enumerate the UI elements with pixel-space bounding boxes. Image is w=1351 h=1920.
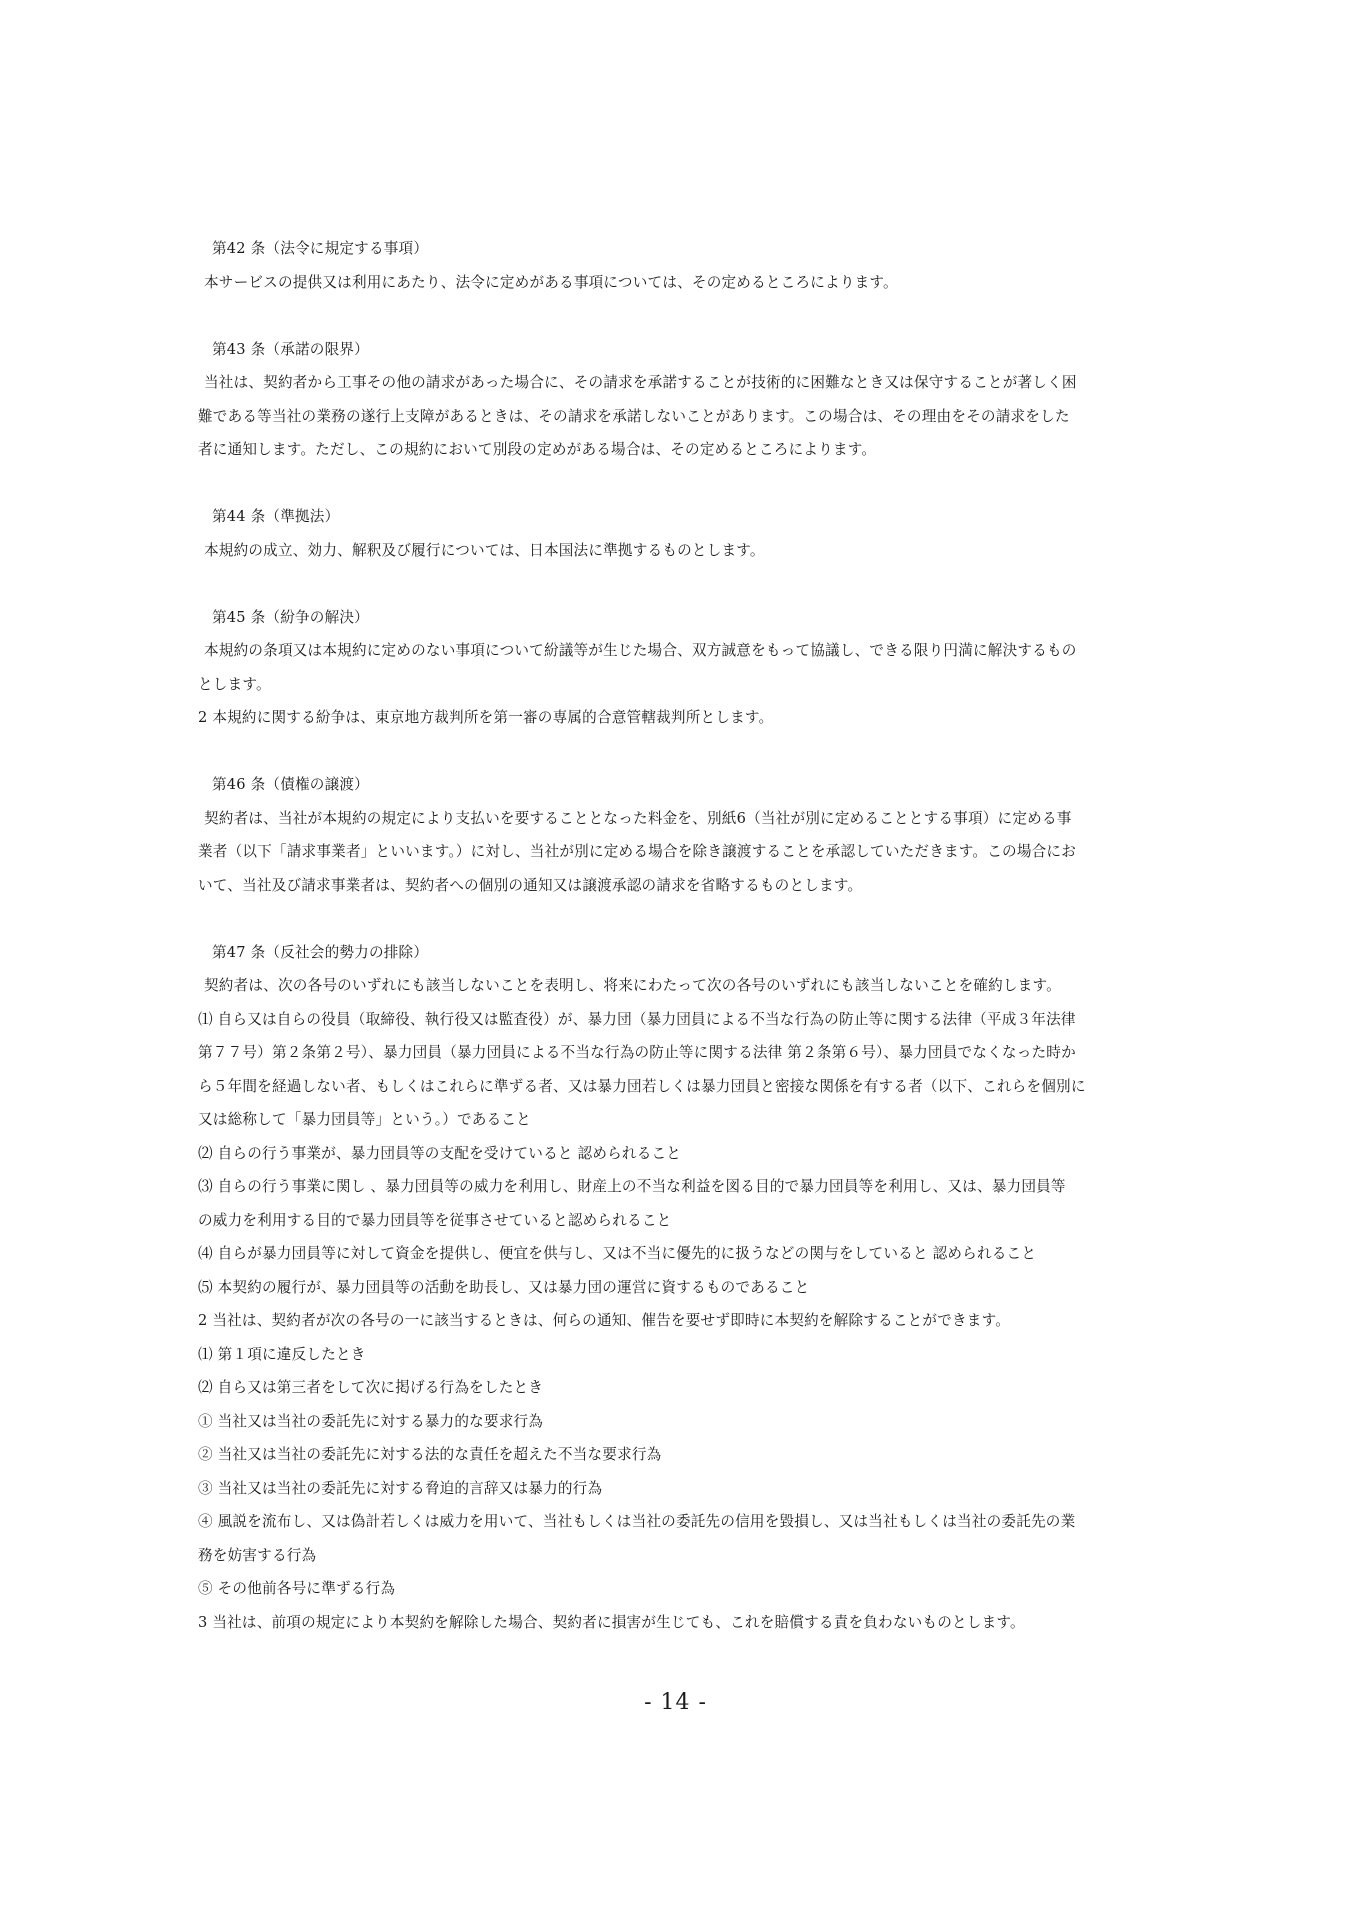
article-46 <box>198 768 1168 902</box>
article-47 <box>198 936 1168 1640</box>
article-item: ② 当社又は当社の委託先に対する法的な責任を超えた不当な要求行為 <box>198 1446 662 1463</box>
article-item: ⑴ 第１項に違反したとき <box>198 1345 366 1363</box>
article-body: 当社は、契約者から工事その他の請求があった場合に、その請求を承諾することが技術的に困難なとき又は保守することが著しく困 難である等当社の業務の遂行上支障があるときは、その請求を承諾しないことがあります。この場合は、その理由をその請求をした 者に通知します。ただし、この規約において別段の定めがある場合は、その定めるところによります。 <box>198 374 1077 458</box>
article-item: ⑵ 自ら又は第三者をして次に掲げる行為をしたとき <box>198 1379 544 1396</box>
page-number: - 14 - <box>644 1690 707 1715</box>
article-item: ④ 風説を流布し、又は偽計若しくは威力を用いて、当社もしくは当社の委託先の信用を毀損し、又は当社もしくは当社の委託先の業 務を妨害する行為 <box>198 1513 1076 1564</box>
article-item: 2 当社は、契約者が次の各号の一に該当するときは、何らの通知、催告を要せず即時に本契約を解除することができます。 <box>198 1312 1011 1329</box>
article-item: 2 本規約に関する紛争は、東京地方裁判所を第一審の専属的合意管轄裁判所とします。 <box>198 709 774 726</box>
article-item: ① 当社又は当社の委託先に対する暴力的な要求行為 <box>198 1412 544 1430</box>
article-body: 本規約の成立、効力、解釈及び履行については、日本国法に準拠するものとします。 <box>204 541 765 559</box>
article-45 <box>198 601 1168 735</box>
article-44 <box>198 500 1168 567</box>
article-item: ⑤ その他前各号に準ずる行為 <box>198 1580 396 1597</box>
article-body: 本サービスの提供又は利用にあたり、法令に定めがある事項については、その定めるところによります。 <box>204 273 898 291</box>
article-item: ⑶ 自らの行う事業に関し 、暴力団員等の威力を利用し、財産上の不当な利益を図る目的で暴力団員等を利用し、又は、暴力団員等 の威力を利用する目的で暴力団員等を従事させていると認められること <box>198 1178 1066 1229</box>
article-42 <box>198 232 1168 299</box>
article-item: ⑸ 本契約の履行が、暴力団員等の活動を助長し、又は暴力団の運営に資するものであること <box>198 1278 810 1296</box>
article-heading: 第42 条（法令に規定する事項） <box>212 240 429 257</box>
article-body: 本規約の条項又は本規約に定めのない事項について紛議等が生じた場合、双方誠意をもって協議し、できる限り円満に解決するもの とします。 <box>198 642 1077 693</box>
article-item: ⑴ 自ら又は自らの役員（取締役、執行役又は監査役）が、暴力団（暴力団員による不当な行為の防止等に関する法律（平成３年法律 第７７号）第２条第２号）、暴力団員（暴力団員による不当な行為の防止等に関する法律 第２条第６号）、暴力団員でなくなった時か ら５年間を経過しない者、もしくはこれらに準ずる者、又は暴力団若しくは暴力団員と密接な関係を有する者（以下、これらを個別に 又は総称して「暴力団員等」という。）であること <box>198 1010 1086 1128</box>
article-item: ③ 当社又は当社の委託先に対する脅迫的言辞又は暴力的行為 <box>198 1479 603 1497</box>
article-heading: 第46 条（債権の譲渡） <box>212 776 369 793</box>
article-heading: 第44 条（準拠法） <box>212 508 340 525</box>
article-item: 3 当社は、前項の規定により本契約を解除した場合、契約者に損害が生じても、これを賠償する責を負わないものとします。 <box>198 1613 1025 1631</box>
article-43 <box>198 333 1168 467</box>
article-item: ⑷ 自らが暴力団員等に対して資金を提供し、便宜を供与し、又は不当に優先的に扱うなどの関与をしていると 認められること <box>198 1245 1037 1262</box>
article-heading: 第43 条（承諾の限界） <box>212 340 369 358</box>
document-content <box>198 232 1168 1639</box>
article-item: ⑵ 自らの行う事業が、暴力団員等の支配を受けていると 認められること <box>198 1144 682 1162</box>
article-heading: 第47 条（反社会的勢力の排除） <box>212 943 429 961</box>
article-body: 契約者は、当社が本規約の規定により支払いを要することとなった料金を、別紙6（当社が別に定めることとする事項）に定める事 業者（以下「請求事業者」といいます。）に対し、当社が別に定める場合を除き譲渡することを承認していただきます。この場合にお いて、当社及び請求事業者は、契約者への個別の通知又は譲渡承認の請求を省略するものとします。 <box>198 809 1076 894</box>
article-body: 契約者は、次の各号のいずれにも該当しないことを表明し、将来にわたって次の各号のいずれにも該当しないことを確約します。 <box>204 977 1061 994</box>
article-heading: 第45 条（紛争の解決） <box>212 608 369 626</box>
